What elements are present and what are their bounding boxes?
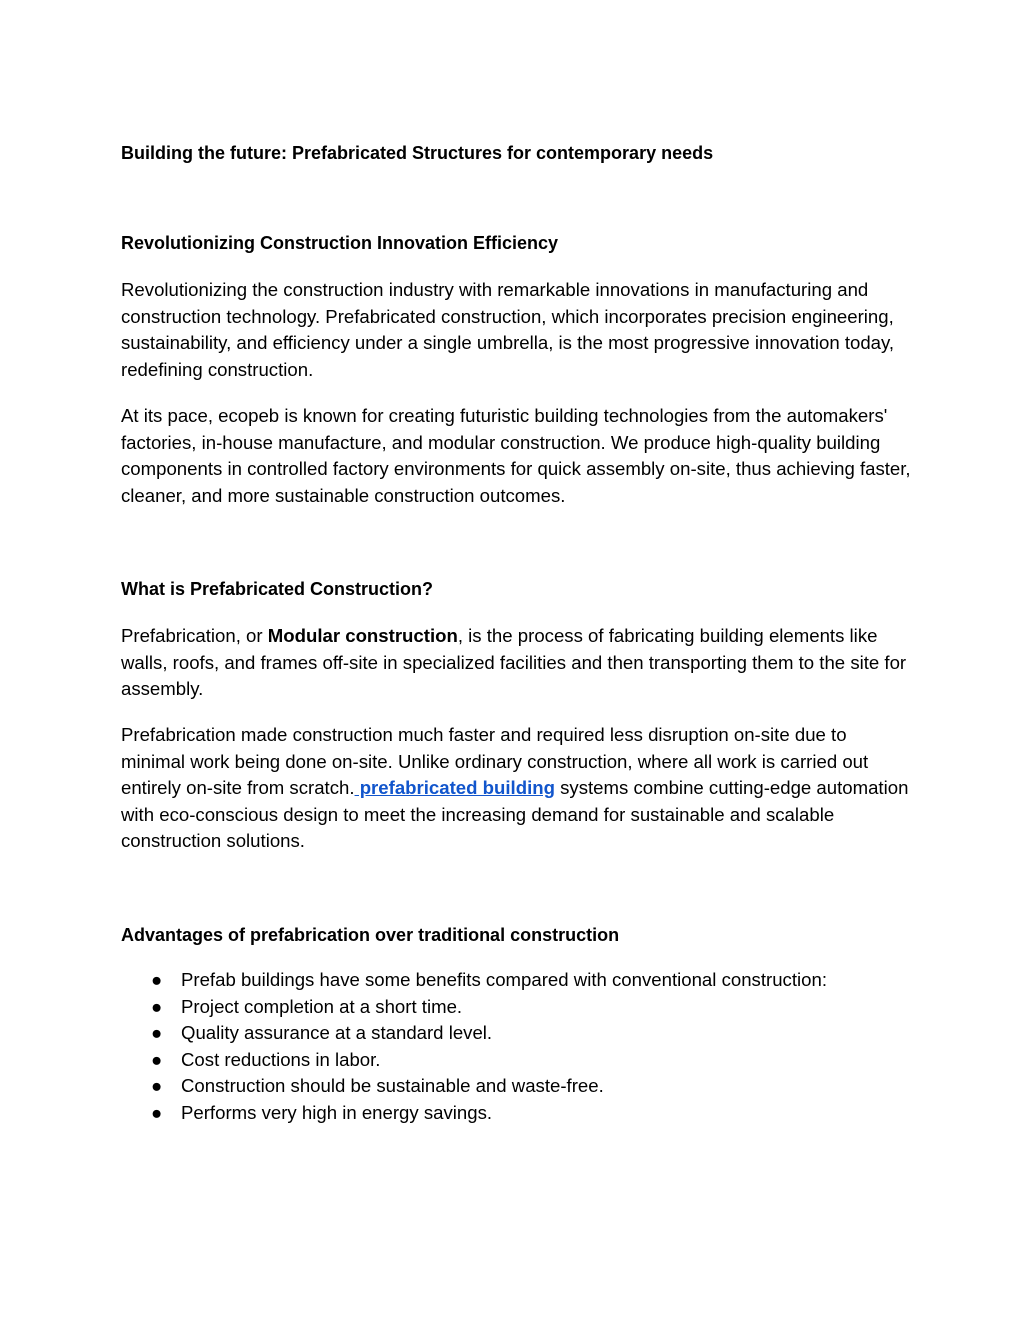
list-item-text: Cost reductions in labor. xyxy=(181,1048,381,1070)
bullet-icon: ● xyxy=(151,1048,163,1070)
list-item xyxy=(121,967,827,994)
paragraph-benefits xyxy=(121,722,911,855)
bullet-icon: ● xyxy=(151,995,163,1017)
modular-construction-term: Modular construction xyxy=(267,625,458,646)
paragraph-intro: Revolutionizing the construction industry with remarkable innovations in manufacturing and construction technology. Prefabricated construction, which incorporates precision engineering, sustainability, and efficiency under a single umbrella, is the most progressive innovation today, redefining construction. xyxy=(121,279,895,380)
paragraph-ecopeb: At its pace, ecopeb is known for creating futuristic building technologies from the automakers' factories, in-house manufacture, and modular construction. We produce high-quality building components in controlled factory environments for quick assembly on-site, thus achieving faster, cleaner, and more sustainable construction outcomes. xyxy=(121,405,911,506)
advantages-list xyxy=(121,967,827,1127)
list-item-text: Performs very high in energy savings. xyxy=(181,1101,493,1123)
bullet-icon: ● xyxy=(151,1022,163,1044)
section-heading-innovation: Revolutionizing Construction Innovation Efficiency xyxy=(121,233,559,253)
paragraph-definition xyxy=(121,623,911,703)
list-item xyxy=(121,1073,827,1100)
section-heading-advantages: Advantages of prefabrication over traditional construction xyxy=(121,925,620,945)
list-item xyxy=(121,994,827,1021)
list-item-text: Project completion at a short time. xyxy=(181,995,463,1017)
benefits-text-start: Prefabrication made construction much faster and required less disruption on-site due to minimal work being done on-site. Unlike ordinary construction, where all work is carried out entirely on-site from scratch. xyxy=(121,724,869,798)
list-item xyxy=(121,1100,827,1127)
section-heading-what-is: What is Prefabricated Construction? xyxy=(121,579,434,599)
document-title: Building the future: Prefabricated Structures for contemporary needs xyxy=(121,143,714,163)
prefabricated-building-link[interactable]: prefabricated building xyxy=(354,777,555,798)
bullet-icon: ● xyxy=(151,969,163,990)
list-item-text: Prefab buildings have some benefits compared with conventional construction: xyxy=(181,969,827,990)
bullet-icon: ● xyxy=(151,1075,163,1097)
list-item xyxy=(121,1020,827,1047)
benefits-text-end: systems combine cutting-edge automation with eco-conscious design to meet the increasing demand for sustainable and scalable construction solutions. xyxy=(121,777,909,851)
list-item-text: Quality assurance at a standard level. xyxy=(181,1022,493,1044)
list-item xyxy=(121,1047,827,1074)
definition-text-end: , is the process of fabricating building elements like walls, roofs, and frames off-site in specialized facilities and then transporting them to the site for assembly. xyxy=(121,625,907,699)
list-item-text: Construction should be sustainable and waste-free. xyxy=(181,1075,604,1097)
definition-text-start: Prefabrication, or xyxy=(121,625,268,646)
bullet-icon: ● xyxy=(151,1101,163,1123)
